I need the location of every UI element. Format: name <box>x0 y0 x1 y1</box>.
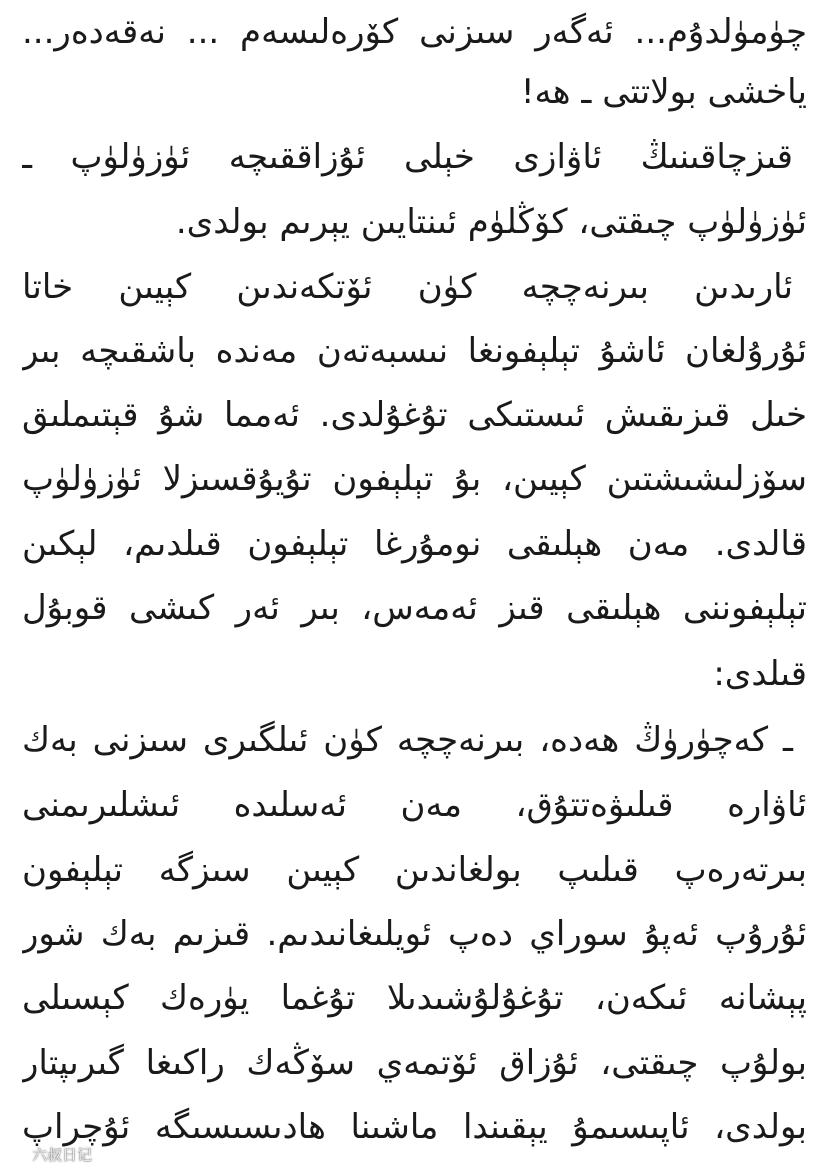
text-line: ياخشى بولاتتى ـ ھە! <box>520 72 807 112</box>
fish-logo-icon <box>6 1146 28 1164</box>
text-line: ئۇرۇلغان ئاشۇ تېلېفونغا نىسبەتەن مەندە باشقىچە بىر <box>22 331 807 371</box>
text-line: قىلدى: <box>713 654 807 694</box>
text-line: قالدى. مەن ھېلىقى نومۇرغا تېلېفون قىلدىم، لېكىن <box>22 524 807 564</box>
text-line: ئۈزۈلۈپ چىقتى، كۆڭلۈم ئىنتايىن يېرىم بولدى. <box>175 202 807 242</box>
text-line: ئاۋارە قىلىۋەتتۇق، مەن ئەسلىدە ئىشلىرىمنى <box>22 785 807 825</box>
text-line: تېلېفوننى ھېلىقى قىز ئەمەس، بىر ئەر كىشى قوبۇل <box>22 588 807 628</box>
text-line: بولۇپ چىقتى، ئۇزاق ئۆتمەي سۆڭەك راكىغا گىرىپتار <box>22 1043 807 1083</box>
text-line: ئۇرۇپ ئەپۇ سوراي دەپ ئويلىغانىدىم. قىزىم بەك شور <box>22 914 807 954</box>
text-line: خىل قىزىقىش ئىستىكى تۇغۇلدى. ئەمما شۇ قېتىملىق <box>22 395 807 435</box>
text-line: بىرتەرەپ قىلىپ بولغاندىن كېيىن سىزگە تېلېفون <box>22 850 807 890</box>
text-line: پېشانە ئىكەن، تۇغۇلۇشىدىلا تۇغما يۈرەك كېسىلى <box>22 978 807 1018</box>
text-line: ئارىدىن بىرنەچچە كۈن ئۆتكەندىن كېيىن خاتا <box>22 267 793 307</box>
watermark-text: 六叔日记 <box>32 1146 93 1164</box>
text-line: بولدى، ئاپىسىمۇ يېقىندا ماشىنا ھادىسىسىگە ئۇچراپ <box>22 1107 807 1147</box>
text-line: چۈمۈلدۇم... ئەگەر سىزنى كۆرەلىسەم ... نەقەدەر... <box>22 12 807 52</box>
text-line: قىزچاقىنىڭ ئاۋازى خېلى ئۇزاققىچە ئۈزۈلۈپ ـ <box>22 137 793 177</box>
text-line: سۆزلىشىشتىن كېيىن، بۇ تېلېفون تۇيۇقسىزلا ئۈزۈلۈپ <box>22 459 807 499</box>
text-line: ـ كەچۈرۈڭ ھەدە، بىرنەچچە كۈن ئىلگىرى سىزنى بەك <box>22 720 793 760</box>
watermark <box>6 1144 92 1165</box>
